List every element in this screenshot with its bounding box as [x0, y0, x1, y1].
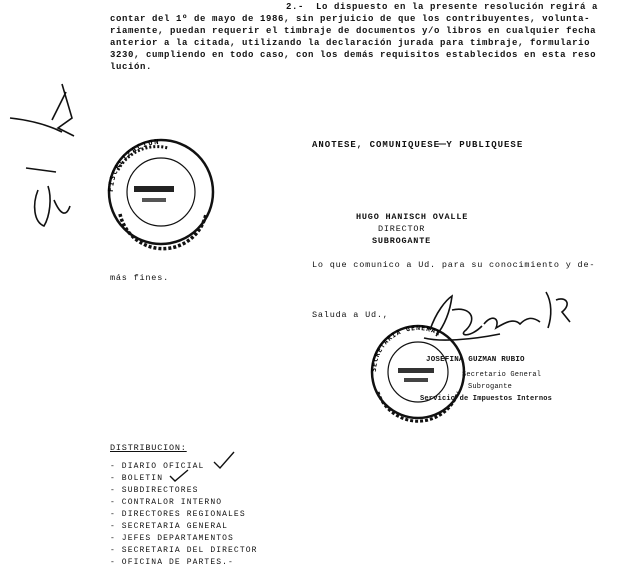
secretary-name: JOSEFINA GUZMAN RUBIO: [426, 356, 525, 364]
signatory-subtitle: SUBROGANTE: [372, 236, 432, 246]
distribution-item: - BOLETIN: [110, 474, 164, 483]
paragraph-line-6: lución.: [110, 62, 153, 72]
right-official-stamp: [370, 324, 464, 421]
distribution-item: - SECRETARIA DEL DIRECTOR: [110, 546, 258, 555]
secretary-signature: [424, 292, 570, 340]
distribution-item: - SECRETARIA GENERAL: [110, 522, 229, 531]
secretary-role2: Subrogante: [468, 383, 513, 391]
secretary-service: Servicio de Impuestos Internos: [420, 395, 553, 403]
greeting: Saluda a Ud.,: [312, 310, 389, 320]
paragraph-line-3: riamente, puedan requerir el timbraje de documentos y/o libros en cualquier fecha: [110, 26, 597, 36]
paragraph-line-4: anterior a la citada, utilizando la declaración jurada para timbraje, formulario: [110, 38, 591, 48]
distribution-item: - SUBDIRECTORES: [110, 486, 199, 495]
signatory-name: HUGO HANISCH OVALLE: [356, 212, 469, 222]
distribution-item: - JEFES DEPARTAMENTOS: [110, 534, 234, 543]
closing-formula: ANOTESE, COMUNIQUESE Y PUBLIQUESE: [312, 140, 524, 150]
check-icon: [170, 470, 188, 481]
paragraph-line-2: contar del 1º de mayo de 1986, sin perjuicio de que los contribuyentes, volunta-: [110, 14, 591, 24]
distribution-item: - OFICINA DE PARTES.-: [110, 558, 234, 567]
margin-signature-scrawl: [10, 84, 74, 226]
distribution-heading: DISTRIBUCION:: [110, 443, 187, 453]
distribution-item: - DIARIO OFICIAL: [110, 462, 205, 471]
signatory-title: DIRECTOR: [378, 224, 426, 234]
paragraph-line-5: 3230, cumpliendo en todo caso, con los demás requisitos establecidos en esta reso: [110, 50, 597, 60]
communication-line-2: más fines.: [110, 273, 170, 283]
secretary-role: Secretario General: [462, 371, 542, 379]
left-stamp-arc-text: FISCALIZACION: [106, 137, 161, 193]
communication-line-1: Lo que comunico a Ud. para su conocimiento y de-: [312, 260, 596, 270]
left-official-stamp: [107, 138, 213, 249]
right-stamp-text: SECRETARIA GENERAL: [369, 323, 443, 373]
distribution-item: - DIRECTORES REGIONALES: [110, 510, 246, 519]
paragraph-line-1: 2.- Lo dispuesto en la presente resolución regirá a: [286, 2, 599, 12]
checkmark-icons: [170, 452, 234, 481]
distribution-item: - CONTRALOR INTERNO: [110, 498, 223, 507]
check-icon: [214, 452, 234, 468]
left-stamp-text: [107, 138, 160, 192]
